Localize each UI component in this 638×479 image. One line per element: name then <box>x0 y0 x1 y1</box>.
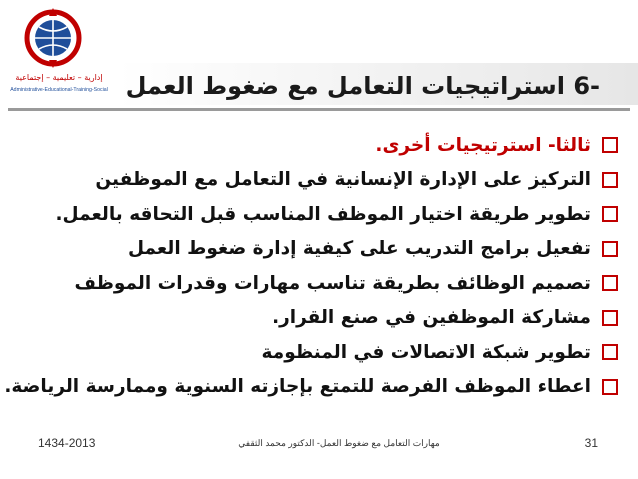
footer-caption: مهارات التعامل مع ضغوط العمل- الدكتور محمد الثقفي <box>238 438 440 448</box>
slide-number: 31 <box>584 436 598 450</box>
checkbox-bullet-icon <box>602 310 618 326</box>
bullet-heading <box>2 128 618 163</box>
checkbox-bullet-icon <box>602 241 618 257</box>
bullet-text: مشاركة الموظفين في صنع القرار. <box>272 307 591 329</box>
checkbox-bullet-icon <box>602 137 618 153</box>
bullet-item <box>2 232 618 267</box>
checkbox-bullet-icon <box>602 206 618 222</box>
footer-date: 1434-2013 <box>38 436 96 450</box>
slide-title <box>126 72 600 100</box>
bullet-text: ثالثا- استرتيجيات أخرى. <box>375 134 591 156</box>
title-divider <box>8 108 630 111</box>
bullet-text: تفعيل برامج التدريب على كيفية إدارة ضغوط العمل <box>128 238 591 260</box>
bullet-text: التركيز على الإدارة الإنسانية في التعامل مع الموظفين <box>95 169 591 191</box>
bullet-list <box>2 128 618 404</box>
checkbox-bullet-icon <box>602 344 618 360</box>
bullet-item <box>2 301 618 336</box>
checkbox-bullet-icon <box>602 172 618 188</box>
checkbox-bullet-icon <box>602 379 618 395</box>
bullet-item <box>2 266 618 301</box>
checkbox-bullet-icon <box>602 275 618 291</box>
logo-text-en: Administrative-Educational-Training-Social <box>10 87 108 93</box>
bullet-text: اعطاء الموظف الفرصة للتمتع بإجازته السنوية وممارسة الرياضة. <box>4 376 591 398</box>
bullet-text: تطوير طريقة اختيار الموظف المناسب قبل التحاقه بالعمل. <box>55 203 591 225</box>
bullet-text: تطوير شبكة الاتصالات في المنظومة <box>261 341 591 363</box>
title-number: 6- <box>573 72 600 100</box>
bullet-item <box>2 163 618 198</box>
organization-logo <box>6 6 112 102</box>
bullet-item <box>2 197 618 232</box>
logo-text-ar: إدارية – تعليمية – إجتماعية <box>15 73 103 82</box>
bullet-item <box>2 335 618 370</box>
title-text: استراتيجيات التعامل مع ضغوط العمل <box>125 72 565 100</box>
bullet-text: تصميم الوظائف بطريقة تناسب مهارات وقدرات الموظف <box>74 272 591 294</box>
bullet-item <box>2 370 618 405</box>
